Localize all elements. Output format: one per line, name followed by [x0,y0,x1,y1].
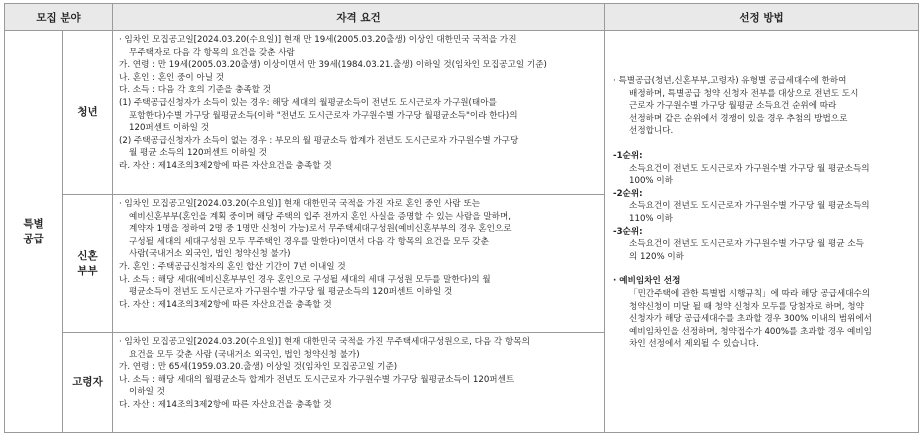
header-selection: 선정 방법 [605,4,919,31]
rank2-line: 소득요건이 전년도 도시근로자 가구원수별 가구당 월 평균소득의 [629,201,870,212]
req-line: 다. 소득 : 다음 각 호의 기준을 충족할 것 [119,85,272,96]
req-line: 가. 혼인 : 주택공급신청자의 혼인 합산 기간이 7년 이내일 것 [119,261,346,272]
req-line: · 임차인 모집공고일[2024.03.20(수요일)] 현재 대한민국 국적을 가진 자로 혼인 중인 사람 또는 [119,199,481,209]
reserve-line: 예비임차인을 선정하며, 청약접수가 400%를 초과할 경우 예비임 [629,326,872,337]
req-line: 예비신혼부부(혼인을 계획 중이며 해당 주택의 입주 전까지 혼인 사실을 증명할 수 있는 사람을 말하며, [129,211,511,222]
reserve-line: 「민간주택에 관한 특별법 시행규칙」에 따라 해당 공급세대수의 [629,288,871,299]
req-line: 나. 소득 : 해당 세대(예비신혼부부인 경우 혼인으로 구성될 세대의 세대 구성원 모두를 말한다)의 월 [119,274,491,285]
req-line: 이하일 것 [129,387,165,398]
req-line: 포함한다)수별 가구당 월평균소득(이하 "전년도 도시근로자 가구원수별 가구당 월평균소득"이라 한다)의 [129,110,518,121]
row-youth [5,31,919,195]
header-category: 모집 분야 [5,4,113,31]
supply-table [4,3,919,433]
req-line: 사람(국내거소 외국인, 법인 청약신청 불가) [129,249,291,260]
req-line: 다. 자산 : 제14조의3제2항에 따른 자산요건을 충족할 것 [119,399,332,410]
reserve-line: 청약신청이 미달 될 때 청약 신청자 모두를 당첨자로 하며, 청약 [629,301,864,312]
reserve-line: 차인 선정에서 제외될 수 있습니다. [629,339,759,350]
header-row [5,4,919,31]
category-line1: 특별 [23,217,44,230]
req-line: 라. 자산 : 제14조의3제2항에 따른 자산요건을 충족할 것 [119,160,332,171]
req-line: · 임차인 모집공고일[2024.03.20(수요일)] 현재 만 19세(2005.03.20출생) 이상인 대한민국 국적을 가진 [119,35,517,45]
req-line: 요건을 모두 갖춘 사람 (국내거소 외국인, 법인 청약신청 불가) [129,349,360,360]
sel-intro-line: 선정하며 같은 순위에서 경쟁이 있을 경우 추첨의 방법으로 [629,113,848,124]
rank1-line: 100% 이하 [629,176,673,187]
req-line: 무주택자로 다음 각 항목의 요건을 갖춘 사람 [129,47,295,58]
label-newlywed [63,195,113,333]
sel-intro-line: 근로자 가구원수별 가구당 월평균 소득요건 순위에 따라 [629,101,837,112]
req-line: (2) 주택공급신청자가 소득이 없는 경우 : 부모의 월 평균소득 합계가 전년도 도시근로자 가구원수별 가구당 [119,135,519,146]
req-line: · 임차인 모집공고일[2024.03.20(수요일)] 현재 대한민국 국적을 가진 무주택세대구성원으로, 다음 각 항목의 [119,337,530,347]
requirements-elderly [113,333,605,433]
req-line: 120퍼센트 이하일 것 [129,123,209,134]
label-newlywed-line2: 부부 [77,264,98,277]
req-line: 계약자 1명을 정하여 2명 중 1명만 신청이 가능)로서 무주택세대구성원(예비신혼부부의 경우 혼인으로 [129,224,512,235]
rank1-line: 소득요건이 전년도 도시근로자 가구원수별 가구당 월 평균소득의 [629,163,870,174]
req-line: 나. 혼인 : 혼인 중이 아닐 것 [119,72,225,83]
sel-intro-line: 배정하며, 특별공급 청약 신청자 전부를 대상으로 전년도 도시 [629,88,859,99]
label-newlywed-line1: 신혼 [77,249,98,262]
category-line2: 공급 [23,232,44,245]
requirements-newlywed [113,195,605,333]
category-special-supply [5,31,63,433]
reserve-line: 신청자가 해당 공급세대수를 초과할 경우 300% 이내의 범위에서 [629,314,872,325]
req-line: 다. 자산 : 제14조의3제2항에 따른 자산요건을 충족할 것 [119,299,332,310]
sel-intro-line: · 특별공급(청년,신혼부부,고령자) 유형별 공급세대수에 한하여 [613,76,847,86]
header-requirements: 자격 요건 [113,4,605,31]
rank3-line: 소득요건이 전년도 도시근로자 가구원수별 가구당 월 평균 소득 [629,239,864,250]
req-line: 월 평균 소득의 120퍼센트 이하일 것 [129,148,267,159]
req-line: 나. 소득 : 해당 세대의 월평균소득 합계가 전년도 도시근로자 가구원수별 가구당 월평균소득이 120퍼센트 [119,374,515,385]
reserve-title: · 예비임차인 선정 [613,276,681,287]
req-line: 구성될 세대의 세대구성원 모두 무주택인 경우를 말한다)이면서 다음 각 항목의 요건을 모두 갖춘 [129,236,489,247]
rank3-line: 의 120% 이하 [629,251,684,262]
req-line: 가. 연령 : 만 65세(1959.03.20.출생) 이상일 것(임차인 모집공고일 기준) [119,362,398,373]
rank2-line: 110% 이하 [629,213,673,224]
requirements-youth [113,31,605,195]
rank3-title: -3순위: [613,226,643,237]
rank1-title: -1순위: [613,150,643,161]
label-elderly: 고령자 [63,333,113,433]
req-line: 가. 연령 : 만 19세(2005.03.20출생) 이상이면서 만 39세(1984.03.21.출생) 이하일 것(임차인 모집공고일 기준) [119,60,547,71]
req-line: (1) 주택공급신청자가 소득이 있는 경우: 해당 세대의 월평균소득이 전년도 도시근로자 가구원(태아를 [119,97,497,108]
label-youth: 청년 [63,31,113,195]
rank2-title: -2순위: [613,188,643,199]
sel-intro-line: 선정합니다. [629,126,674,137]
req-line: 평균소득이 전년도 도시근로자 가구원수별 가구당 월 평균소득의 120퍼센트 이하일 것 [129,287,453,298]
selection-method [605,31,919,433]
